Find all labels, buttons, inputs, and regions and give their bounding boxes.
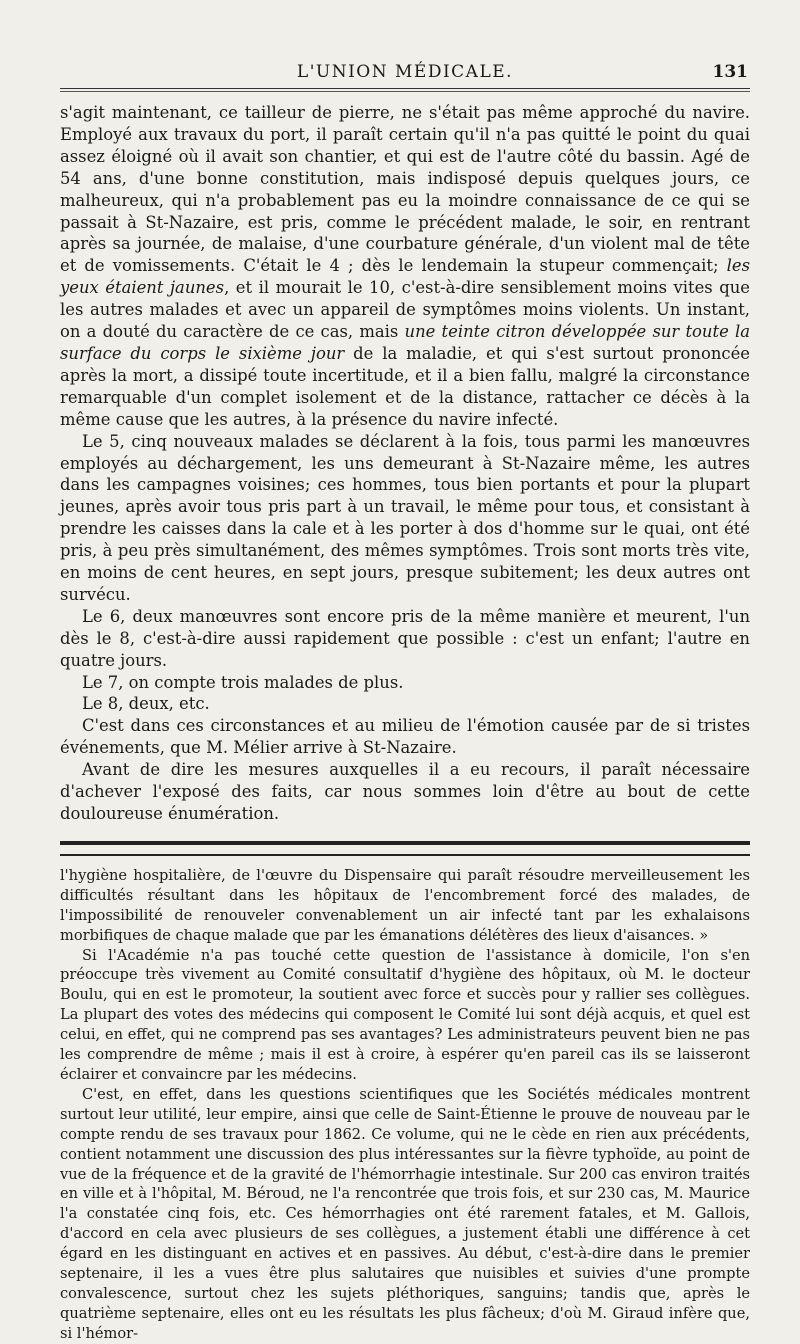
page-header xyxy=(60,58,750,89)
page xyxy=(60,58,750,1344)
paragraph: C'est, en effet, dans les questions scientifiques que les Sociétés médicales montrent surtout leur utilité, leur empire, ainsi que celle de Saint-Étienne le prouve de nouveau par le compte rendu de ses travaux pour 1862. Ce volume, qui ne le cède en rien aux précédents, contient notamment une discussion des plus intéressantes sur la fièvre typhoïde, au point de vue de la fréquence et de la gravité de l'hémorrhagie intestinale. Sur 200 cas environ traités en ville et à l'hôpital, M. Béroud, ne l'a rencontrée que trois fois, et sur 230 cas, M. Maurice l'a constatée cinq fois, etc. Ces hémorrhagies ont été rarement fatales, et M. Gallois, d'accord en cela avec plusieurs de ses collègues, a justement établi une différence à cet égard en les distinguant en actives et en passives. Au début, c'est-à-dire dans le premier septenaire, il les a vues être plus salutaires que nuisibles et suivies d'une prompte convalescence, surtout chez les sujets pléthoriques, sanguins; tandis que, après le quatrième septenaire, elles ont eu les résultats les plus fâcheux; d'où M. Giraud infère que, si l'hémor- xyxy=(60,1085,750,1342)
main-text xyxy=(60,102,750,825)
paragraph: C'est dans ces circonstances et au milieu de l'émotion causée par de si tristes événements, que M. Mélier arrive à St-Nazaire. xyxy=(60,716,750,758)
italic-run: une teinte citron développée sur toute la surface du corps le sixième jour xyxy=(60,322,750,363)
paragraph xyxy=(60,102,750,431)
paragraph: Le 7, on compte trois malades de plus. xyxy=(82,672,404,692)
header-rule xyxy=(60,91,750,92)
running-title: L'UNION MÉDICALE. xyxy=(296,62,514,82)
paragraph: Le 5, cinq nouveaux malades se déclarent à la fois, tous parmi les manœuvres employés au déchargement, les uns demeurant à St-Nazaire même, les autres dans les campagnes voisines; ces hommes, tous bien portants et pour la plupart jeunes, après avoir tous pris part à un travail, le même pour tous, et consistant à prendre les caisses dans la cale et à les porter à dos d'homme sur le quai, ont été pris, à peu près simultanément, des mêmes symptômes. Trois sont morts très vite, en moins de cent heures, en sept jours, presque subitement; les deux autres ont survécu. xyxy=(60,431,750,604)
text-run: de la maladie, et qui s'est surtout prononcée après la mort, a dissipé toute incertitude, et il a bien fallu, malgré la circonstance remarquable d'un complet isolement et de la distance, rattacher ce décès à la même cause que les autres, à la présence du navire infecté. xyxy=(60,343,750,429)
paragraph: Avant de dire les mesures auxquelles il a eu recours, il paraît nécessaire d'achever l'exposé des faits, car nous sommes loin d'être au bout de cette douloureuse énumération. xyxy=(60,760,750,823)
feuilleton-separator xyxy=(60,841,750,856)
paragraph: Si l'Académie n'a pas touché cette question de l'assistance à domicile, l'on s'en préoccupe très vivement au Comité consultatif d'hygiène des hôpitaux, où M. le docteur Boulu, qui en est le promoteur, la soutient avec force et succès pour y rallier ses collègues. La plupart des votes des médecins qui composent le Comité lui sont déjà acquis, et quel est celui, en effet, qui ne comprend pas ses avantages? Les administrateurs peuvent bien ne pas les comprendre de même ; mais il est à croire, à espérer qu'en pareil cas ils se laisseront éclairer et convaincre par les médecins. xyxy=(60,946,750,1083)
page-number: 131 xyxy=(712,62,748,82)
text-run: , et il mourait le 10, c'est-à-dire sensiblement moins vites que les autres malades et avec un appareil de symptômes moins violents. Un instant, on a douté du caractère de ce cas, mais xyxy=(60,278,750,342)
text-run: s'agit maintenant, ce tailleur de pierre, ne s'était pas même approché du navire. Employé aux travaux du port, il paraît certain qu'il n'a pas quitté le point du quai assez éloigné où il avait son chantier, et qui est de l'autre côté du bassin. Agé de 54 ans, d'une bonne constitution, mais indisposé depuis quelques jours, ce malheureux, qui n'a probablement pas eu la moindre connaissance de ce qui se passait à St-Nazaire, est pris, comme le précédent malade, le soir, en rentrant après sa journée, de malaise, d'une courbature générale, d'un violent mal de tête et de vomissements. C'était le 4 ; dès le lendemain la stupeur commençait; xyxy=(60,103,750,276)
paragraph: Le 6, deux manœuvres sont encore pris de la même manière et meurent, l'un dès le 8, c'est-à-dire aussi rapidement que possible : c'est un enfant; l'autre en quatre jours. xyxy=(60,606,750,670)
feuilleton-text xyxy=(60,866,750,1344)
italic-run: les yeux étaient jaunes xyxy=(60,256,750,298)
paragraph: Le 8, deux, etc. xyxy=(82,694,210,714)
paragraph: l'hygiène hospitalière, de l'œuvre du Dispensaire qui paraît résoudre merveilleusement les difficultés résultant dans les hôpitaux de l'encombrement forcé des malades, de l'impossibilité de renouveler convenablement un air infecté tant par les exhalaisons morbifiques de chaque malade que par les émanations délétères des lieux d'aisances. » xyxy=(60,866,750,944)
